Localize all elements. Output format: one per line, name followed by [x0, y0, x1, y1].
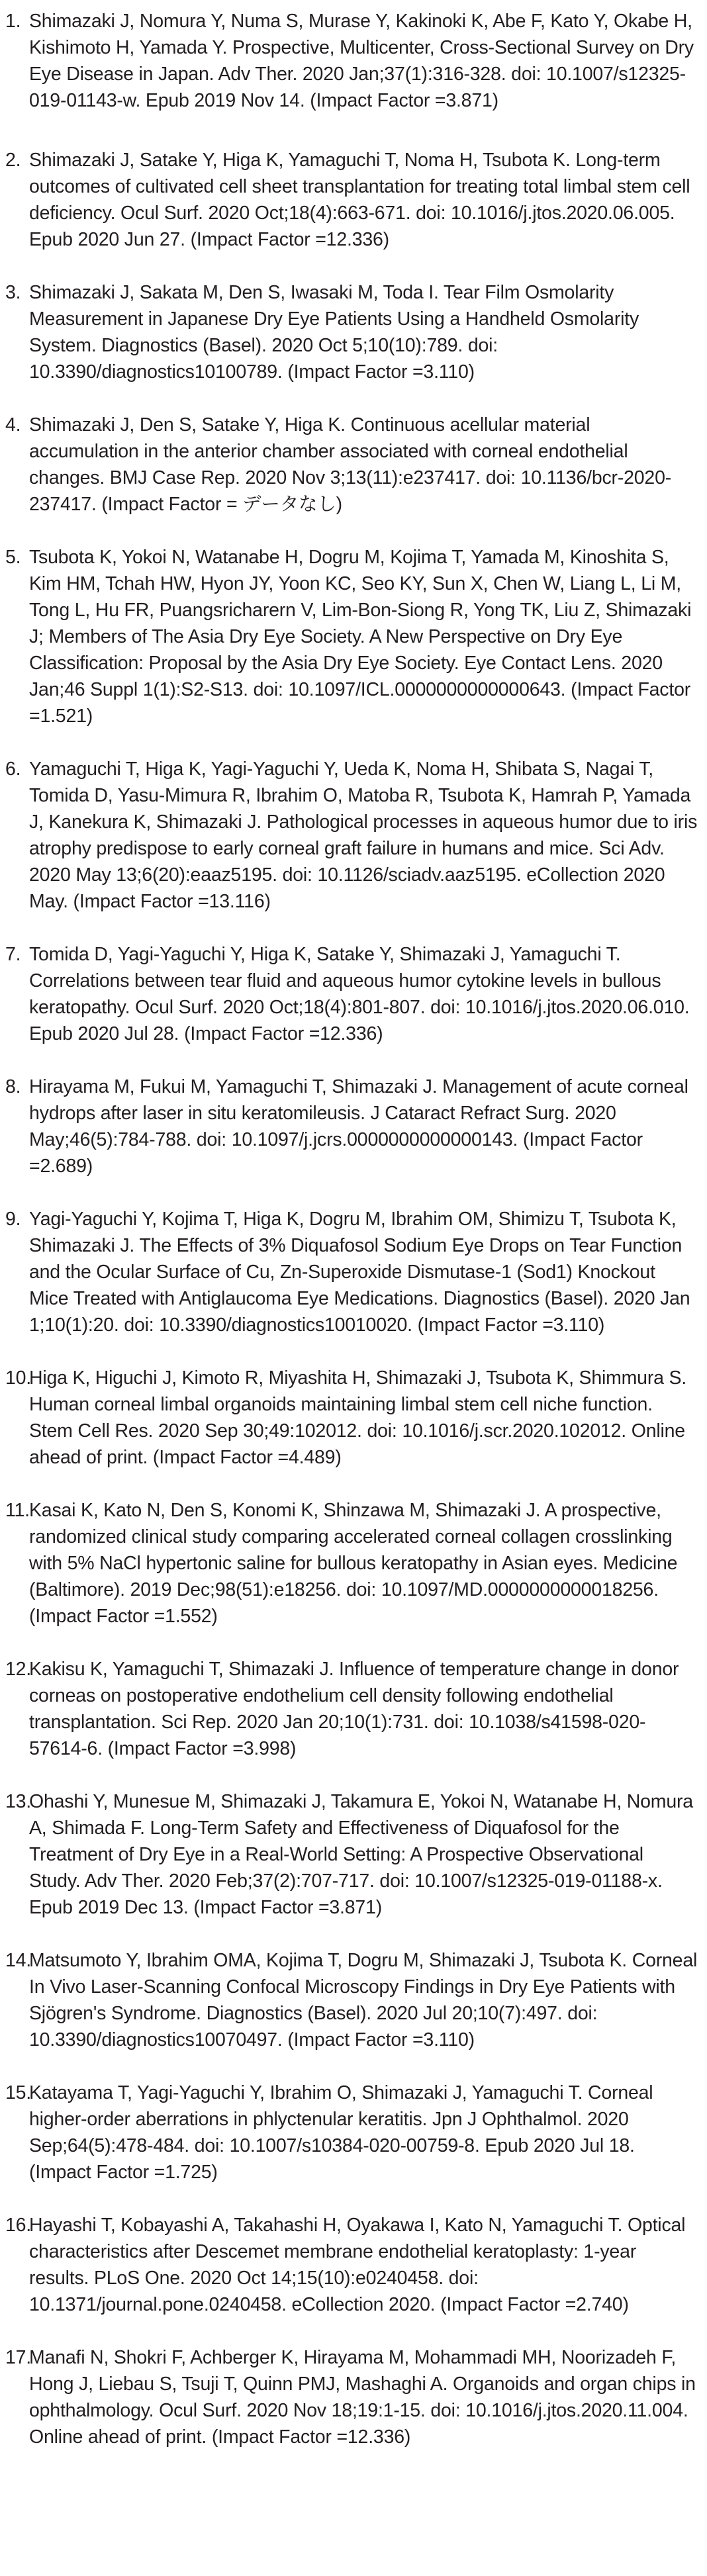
- reference-text: Higa K, Higuchi J, Kimoto R, Miyashita H, Shimazaki J, Tsubota K, Shimmura S. Human corneal limbal organoids maintaining limbal stem cell niche function. Stem Cell Res. 2020 Sep 30;49:102012. doi: 10.1016/j.scr.2020.102012. Online ahead of print. (Impact Factor =4.489): [29, 1367, 687, 1468]
- reference-text: Tsubota K, Yokoi N, Watanabe H, Dogru M, Kojima T, Yamada M, Kinoshita S, Kim HM, Tchah HW, Hyon JY, Yoon KC, Seo KY, Sun X, Chen W, Liang L, Li M, Tong L, Hu FR, Puangsricharern V, Lim-Bon-Siong R, Yong TK, Liu Z, Shimazaki J; Members of The Asia Dry Eye Society. A New Perspective on Dry Eye Classification: Proposal by the Asia Dry Eye Society. Eye Contact Lens. 2020 Jan;46 Suppl 1(1):S2-S13. doi: 10.1097/ICL.0000000000000643. (Impact Factor =1.521): [29, 547, 692, 727]
- reference-item: [5, 941, 699, 1047]
- reference-number: 1.: [5, 11, 21, 32]
- reference-text: Shimazaki J, Den S, Satake Y, Higa K. Continuous acellular material accumulation in the anterior chamber associated with corneal endothelial changes. BMJ Case Rep. 2020 Nov 3;13(11):e237417. doi: 10.1136/bcr-2020-237417. (Impact Factor = データなし): [29, 414, 672, 515]
- reference-text: Manafi N, Shokri F, Achberger K, Hirayama M, Mohammadi MH, Noorizadeh F, Hong J, Liebau S, Tsuji T, Quinn PMJ, Mashaghi A. Organoids and organ chips in ophthalmology. Ocul Surf. 2020 Nov 18;19:1-15. doi: 10.1016/j.jtos.2020.11.004. Online ahead of print. (Impact Factor =12.336): [29, 2347, 696, 2448]
- reference-text: Tomida D, Yagi-Yaguchi Y, Higa K, Satake Y, Shimazaki J, Yamaguchi T. Correlations between tear fluid and aqueous humor cytokine levels in bullous keratopathy. Ocul Surf. 2020 Oct;18(4):801-807. doi: 10.1016/j.jtos.2020.06.010. Epub 2020 Jul 28. (Impact Factor =12.336): [29, 944, 690, 1044]
- reference-text: Hayashi T, Kobayashi A, Takahashi H, Oyakawa I, Kato N, Yamaguchi T. Optical characteristics after Descemet membrane endothelial keratoplasty: 1-year results. PLoS One. 2020 Oct 14;15(10):e0240458. doi: 10.1371/journal.pone.0240458. eCollection 2020. (Impact Factor =2.740): [29, 2215, 686, 2315]
- reference-number: 2.: [5, 150, 21, 171]
- reference-item: [5, 2080, 699, 2185]
- reference-number: 11.: [5, 1500, 30, 1521]
- reference-item: [5, 2344, 699, 2450]
- reference-text: Shimazaki J, Nomura Y, Numa S, Murase Y, Kakinoki K, Abe F, Kato Y, Okabe H, Kishimoto H, Yamada Y. Prospective, Multicenter, Cross-Sectional Survey on Dry Eye Disease in Japan. Adv Ther. 2020 Jan;37(1):316-328. doi: 10.1007/s12325-019-01143-w. Epub 2019 Nov 14. (Impact Factor =3.871): [29, 11, 694, 111]
- reference-text: Ohashi Y, Munesue M, Shimazaki J, Takamura E, Yokoi N, Watanabe H, Nomura A, Shimada F. Long-Term Safety and Effectiveness of Diquafosol for the Treatment of Dry Eye in a Real-World Setting: A Prospective Observational Study. Adv Ther. 2020 Feb;37(2):707-717. doi: 10.1007/s12325-019-01188-x. Epub 2019 Dec 13. (Impact Factor =3.871): [29, 1791, 693, 1918]
- reference-number: 15.: [5, 2082, 32, 2103]
- reference-item: [5, 8, 699, 114]
- reference-number: 5.: [5, 547, 21, 568]
- reference-number: 13.: [5, 1791, 32, 1812]
- reference-number: 3.: [5, 282, 21, 303]
- reference-item: [5, 1947, 699, 2053]
- reference-text: Matsumoto Y, Ibrahim OMA, Kojima T, Dogru M, Shimazaki J, Tsubota K. Corneal In Vivo Laser-Scanning Confocal Microscopy Findings in Dry Eye Patients with Sjögren's Syndrome. Diagnostics (Basel). 2020 Jul 20;10(7):497. doi: 10.3390/diagnostics10070497. (Impact Factor =3.110): [29, 1950, 698, 2050]
- reference-number: 7.: [5, 944, 21, 965]
- reference-item: [5, 1074, 699, 1179]
- reference-text: Katayama T, Yagi-Yaguchi Y, Ibrahim O, Shimazaki J, Yamaguchi T. Corneal higher-order aberrations in phlyctenular keratitis. Jpn J Ophthalmol. 2020 Sep;64(5):478-484. doi: 10.1007/s10384-020-00759-8. Epub 2020 Jul 18. (Impact Factor =1.725): [29, 2082, 653, 2183]
- reference-item: [5, 412, 699, 518]
- reference-number: 12.: [5, 1659, 32, 1680]
- reference-text: Kasai K, Kato N, Den S, Konomi K, Shinzawa M, Shimazaki J. A prospective, randomized clinical study comparing accelerated corneal collagen crosslinking with 5% NaCl hypertonic saline for bullous keratopathy in Asian eyes. Medicine (Baltimore). 2019 Dec;98(51):e18256. doi: 10.1097/MD.0000000000018256. (Impact Factor =1.552): [29, 1500, 678, 1627]
- reference-item: [5, 1656, 699, 1762]
- reference-number: 8.: [5, 1076, 21, 1097]
- reference-item: [5, 2212, 699, 2318]
- reference-number: 4.: [5, 414, 21, 436]
- reference-number: 16.: [5, 2215, 32, 2236]
- reference-number: 6.: [5, 759, 21, 780]
- reference-item: [5, 1365, 699, 1471]
- reference-text: Shimazaki J, Satake Y, Higa K, Yamaguchi T, Noma H, Tsubota K. Long-term outcomes of cultivated cell sheet transplantation for treating total limbal stem cell deficiency. Ocul Surf. 2020 Oct;18(4):663-671. doi: 10.1016/j.jtos.2020.06.005. Epub 2020 Jun 27. (Impact Factor =12.336): [29, 150, 690, 250]
- reference-text: Shimazaki J, Sakata M, Den S, Iwasaki M, Toda I. Tear Film Osmolarity Measurement in Japanese Dry Eye Patients Using a Handheld Osmolarity System. Diagnostics (Basel). 2020 Oct 5;10(10):789. doi: 10.3390/diagnostics10100789. (Impact Factor =3.110): [29, 282, 639, 383]
- reference-item: [5, 147, 699, 253]
- reference-number: 17.: [5, 2347, 32, 2368]
- reference-number: 10.: [5, 1367, 32, 1389]
- reference-text: Yagi-Yaguchi Y, Kojima T, Higa K, Dogru M, Ibrahim OM, Shimizu T, Tsubota K, Shimazaki J. The Effects of 3% Diquafosol Sodium Eye Drops on Tear Function and the Ocular Surface of Cu, Zn-Superoxide Dismutase-1 (Sod1) Knockout Mice Treated with Antiglaucoma Eye Medications. Diagnostics (Basel). 2020 Jan 1;10(1):20. doi: 10.3390/diagnostics10010020. (Impact Factor =3.110): [29, 1209, 690, 1336]
- reference-number: 14.: [5, 1950, 32, 1971]
- reference-item: [5, 1788, 699, 1921]
- reference-text: Kakisu K, Yamaguchi T, Shimazaki J. Influence of temperature change in donor corneas on postoperative endothelium cell density following endothelial transplantation. Sci Rep. 2020 Jan 20;10(1):731. doi: 10.1038/s41598-020-57614-6. (Impact Factor =3.998): [29, 1659, 679, 1759]
- reference-item: [5, 1497, 699, 1630]
- reference-item: [5, 1206, 699, 1338]
- reference-item: [5, 279, 699, 385]
- reference-text: Hirayama M, Fukui M, Yamaguchi T, Shimazaki J. Management of acute corneal hydrops after laser in situ keratomileusis. J Cataract Refract Surg. 2020 May;46(5):784-788. doi: 10.1097/j.jcrs.0000000000000143. (Impact Factor =2.689): [29, 1076, 688, 1177]
- reference-number: 9.: [5, 1209, 21, 1230]
- reference-item: [5, 756, 699, 915]
- reference-item: [5, 544, 699, 729]
- reference-text: Yamaguchi T, Higa K, Yagi-Yaguchi Y, Ueda K, Noma H, Shibata S, Nagai T, Tomida D, Yasu-Mimura R, Ibrahim O, Matoba R, Tsubota K, Hamrah P, Yamada J, Kanekura K, Shimazaki J. Pathological processes in aqueous humor due to iris atrophy predispose to early corneal graft failure in humans and mice. Sci Adv. 2020 May 13;6(20):eaaz5195. doi: 10.1126/sciadv.aaz5195. eCollection 2020 May. (Impact Factor =13.116): [29, 759, 698, 912]
